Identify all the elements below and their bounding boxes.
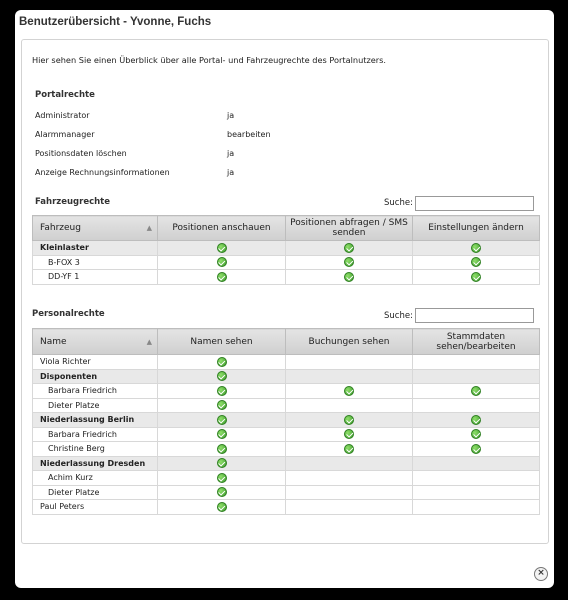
permission-cell xyxy=(158,413,286,428)
table-row[interactable] xyxy=(33,270,540,285)
table-row[interactable] xyxy=(33,398,540,413)
table-row[interactable] xyxy=(33,255,540,270)
permission-cell xyxy=(158,270,286,285)
permission-cell xyxy=(413,427,540,442)
user-overview-dialog xyxy=(15,10,554,588)
personnel-search-input[interactable] xyxy=(415,308,534,323)
check-circle-icon xyxy=(217,386,227,396)
permission-cell xyxy=(413,456,540,471)
column-header-label: Buchungen sehen xyxy=(308,336,390,347)
permission-cell xyxy=(413,485,540,500)
vehicle-column-header[interactable] xyxy=(286,216,413,241)
portal-right-label: Anzeige Rechnungsinformationen xyxy=(35,168,170,177)
table-row[interactable] xyxy=(33,442,540,457)
permission-cell xyxy=(413,500,540,515)
permission-cell xyxy=(158,442,286,457)
check-circle-icon xyxy=(217,243,227,253)
row-name-cell: Dieter Platze xyxy=(33,485,158,500)
row-name-cell: Barbara Friedrich xyxy=(33,384,158,399)
permission-cell xyxy=(158,500,286,515)
permission-cell xyxy=(286,270,413,285)
personnel-search-label: Suche: xyxy=(384,311,413,321)
intro-text: Hier sehen Sie einen Überblick über alle Portal- und Fahrzeugrechte des Portalnutzers. xyxy=(32,55,387,65)
check-circle-icon xyxy=(344,257,354,267)
personnel-rights-table xyxy=(32,328,540,515)
permission-cell xyxy=(286,355,413,370)
row-name-cell: B-FOX 3 xyxy=(33,255,158,270)
personal-column-header[interactable] xyxy=(413,329,540,355)
check-circle-icon xyxy=(217,371,227,381)
check-circle-icon xyxy=(344,272,354,282)
sort-asc-icon[interactable]: ▲ xyxy=(146,337,152,346)
permission-cell xyxy=(413,241,540,256)
table-row[interactable] xyxy=(33,369,540,384)
vehicle-rights-heading: Fahrzeugrechte xyxy=(35,197,111,207)
personal-column-header[interactable] xyxy=(158,329,286,355)
row-name-cell: Kleinlaster xyxy=(33,241,158,256)
row-name-cell: DD-YF 1 xyxy=(33,270,158,285)
row-name-cell: Christine Berg xyxy=(33,442,158,457)
column-header-label: Stammdaten sehen/bearbeiten xyxy=(436,331,516,352)
content-panel xyxy=(21,39,549,544)
row-name-cell: Paul Peters xyxy=(33,500,158,515)
permission-cell xyxy=(413,471,540,486)
check-circle-icon xyxy=(217,272,227,282)
close-icon: × xyxy=(537,568,545,578)
check-circle-icon xyxy=(217,502,227,512)
table-row[interactable] xyxy=(33,456,540,471)
permission-cell xyxy=(286,413,413,428)
permission-cell xyxy=(286,255,413,270)
check-circle-icon xyxy=(217,473,227,483)
permission-cell xyxy=(413,369,540,384)
permission-cell xyxy=(286,369,413,384)
check-circle-icon xyxy=(471,444,481,454)
table-row[interactable] xyxy=(33,355,540,370)
check-circle-icon xyxy=(217,444,227,454)
vehicle-column-header[interactable] xyxy=(413,216,540,241)
check-circle-icon xyxy=(217,429,227,439)
portal-right-label: Positionsdaten löschen xyxy=(35,149,127,158)
permission-cell xyxy=(413,398,540,413)
row-name-cell: Niederlassung Berlin xyxy=(33,413,158,428)
vehicle-search-label: Suche: xyxy=(384,198,413,208)
table-row[interactable] xyxy=(33,427,540,442)
permission-cell xyxy=(413,442,540,457)
check-circle-icon xyxy=(471,272,481,282)
check-circle-icon xyxy=(217,415,227,425)
vehicle-search-input[interactable] xyxy=(415,196,534,211)
check-circle-icon xyxy=(471,415,481,425)
portal-right-label: Administrator xyxy=(35,111,90,120)
check-circle-icon xyxy=(344,386,354,396)
permission-cell xyxy=(286,485,413,500)
check-circle-icon xyxy=(217,487,227,497)
row-name-cell: Niederlassung Dresden xyxy=(33,456,158,471)
check-circle-icon xyxy=(217,257,227,267)
column-header-label: Positionen abfragen / SMS senden xyxy=(290,218,408,238)
row-name-cell: Achim Kurz xyxy=(33,471,158,486)
personal-column-header[interactable] xyxy=(33,329,158,355)
permission-cell xyxy=(158,369,286,384)
check-circle-icon xyxy=(344,429,354,439)
permission-cell xyxy=(413,384,540,399)
column-header-label: Namen sehen xyxy=(190,336,253,347)
portal-right-value: ja xyxy=(227,149,235,158)
permission-cell xyxy=(158,398,286,413)
permission-cell xyxy=(158,427,286,442)
check-circle-icon xyxy=(344,415,354,425)
close-button[interactable] xyxy=(534,567,548,581)
portal-right-value: bearbeiten xyxy=(227,130,271,139)
check-circle-icon xyxy=(471,429,481,439)
column-header-label: Fahrzeug xyxy=(40,223,81,233)
portal-right-label: Alarmmanager xyxy=(35,130,95,139)
table-row[interactable] xyxy=(33,471,540,486)
table-row[interactable] xyxy=(33,485,540,500)
portal-right-value: ja xyxy=(227,168,235,177)
permission-cell xyxy=(158,355,286,370)
personal-column-header[interactable] xyxy=(286,329,413,355)
vehicle-column-header[interactable] xyxy=(33,216,158,241)
permission-cell xyxy=(158,485,286,500)
permission-cell xyxy=(413,355,540,370)
permission-cell xyxy=(158,456,286,471)
permission-cell xyxy=(286,384,413,399)
vehicle-rights-table xyxy=(32,215,540,285)
dialog-title: Benutzerübersicht - Yvonne, Fuchs xyxy=(19,16,212,28)
table-row[interactable] xyxy=(33,500,540,515)
row-name-cell: Disponenten xyxy=(33,369,158,384)
personnel-rights-heading: Personalrechte xyxy=(32,309,105,319)
check-circle-icon xyxy=(344,243,354,253)
column-header-label: Positionen anschauen xyxy=(172,223,271,233)
row-name-cell: Dieter Platze xyxy=(33,398,158,413)
portal-right-value: ja xyxy=(227,111,235,120)
check-circle-icon xyxy=(217,357,227,367)
permission-cell xyxy=(286,471,413,486)
permission-cell xyxy=(158,471,286,486)
check-circle-icon xyxy=(217,400,227,410)
permission-cell xyxy=(286,427,413,442)
table-row[interactable] xyxy=(33,241,540,256)
permission-cell xyxy=(158,241,286,256)
permission-cell xyxy=(286,442,413,457)
check-circle-icon xyxy=(344,444,354,454)
row-name-cell: Barbara Friedrich xyxy=(33,427,158,442)
check-circle-icon xyxy=(217,458,227,468)
permission-cell xyxy=(413,413,540,428)
row-name-cell: Viola Richter xyxy=(33,355,158,370)
table-row[interactable] xyxy=(33,384,540,399)
column-header-label: Einstellungen ändern xyxy=(428,223,524,233)
sort-asc-icon[interactable]: ▲ xyxy=(146,224,152,232)
permission-cell xyxy=(413,270,540,285)
permission-cell xyxy=(158,255,286,270)
permission-cell xyxy=(286,398,413,413)
permission-cell xyxy=(286,500,413,515)
column-header-label: Name xyxy=(40,336,67,347)
vehicle-column-header[interactable] xyxy=(158,216,286,241)
permission-cell xyxy=(286,456,413,471)
table-row[interactable] xyxy=(33,413,540,428)
permission-cell xyxy=(158,384,286,399)
portal-rights-heading: Portalrechte xyxy=(35,90,95,100)
permission-cell xyxy=(286,241,413,256)
check-circle-icon xyxy=(471,386,481,396)
permission-cell xyxy=(413,255,540,270)
check-circle-icon xyxy=(471,257,481,267)
check-circle-icon xyxy=(471,243,481,253)
